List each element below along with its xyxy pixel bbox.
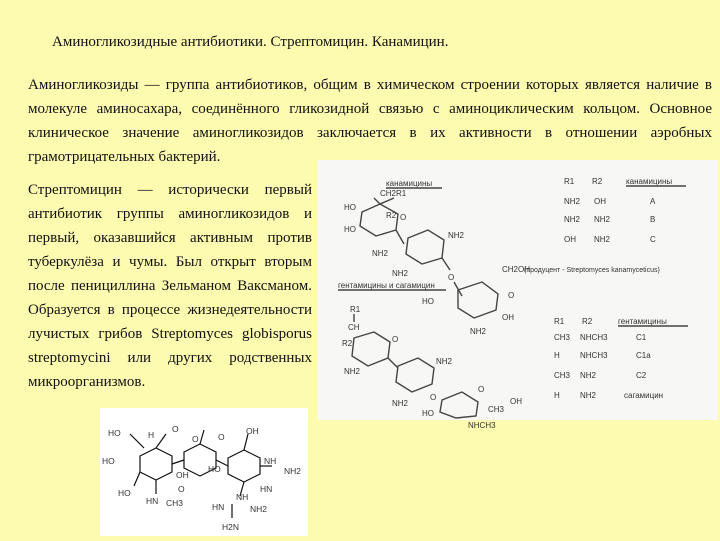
gentamicin-header: гентамицины и сагамицин [338,281,435,290]
chem-label: OH [502,313,514,322]
chem-label: NH2 [436,357,453,366]
kanamycin-col-r2: R2 [592,177,603,186]
gentamicin-table-cell: C1a [636,351,651,360]
chem-label: O [172,424,179,434]
aminoglycoside-structures-svg [318,160,718,430]
streptomycin-structure [102,424,301,532]
chem-label: HO [118,488,131,498]
chem-label: NH2 [392,269,409,278]
chem-label: O [508,291,515,300]
gentamicin-table-cell: H [554,351,560,360]
chem-label: OH [510,397,522,406]
chem-label: NH2 [392,399,409,408]
gentamicin-table-cell: C2 [636,371,647,380]
gentamicin-table-cell: NH2 [580,371,597,380]
chem-label: OH [176,470,189,480]
gentamicin-table-cell: CH3 [554,371,571,380]
chem-label: HO [344,225,356,234]
chem-label: HO [208,464,221,474]
chem-label: CH3 [166,498,184,508]
chem-label: CH3 [488,405,505,414]
chem-label: NH [236,492,249,502]
chem-label: HO [344,203,356,212]
chem-label: O [400,213,407,222]
chem-label: H [148,430,155,440]
chem-label: NH [264,456,277,466]
producer-note: (продуцент - Streptomyces kanamyceticus) [524,267,660,274]
chem-label: HN [212,502,225,512]
kanamycin-table [564,197,656,244]
gentamicin-table-cell: NHCH3 [580,333,608,342]
streptomycin-structure-svg [100,408,308,536]
kanamycin-table-cell: OH [564,235,576,244]
chem-label: R2 [386,211,397,220]
chem-label: O [178,484,185,494]
gentamicin-col-r1: R1 [554,317,565,326]
chem-label: NH2 [344,367,361,376]
chem-label: O [392,335,399,344]
kanamycin-header: канамицины [386,179,433,188]
kanamycin-table-cell: A [650,197,656,206]
chem-label: NH2 [448,231,465,240]
chem-label: O [192,434,199,444]
intro-paragraph: Аминогликозиды — группа антибиотиков, общим в химическом строении которых является наличие в молекуле аминосахара, соединённого гликозидной связью с аминоциклическим кольцом. Основное клиническое значение аминогликозидов заключается в их активности в отношении аэробных грамотрицательных бактерий. [28,77,712,165]
chem-label: NH2 [250,504,268,514]
gentamicin-table-header: гентамицины [618,317,667,326]
kanamycin-col-r1: R1 [564,177,575,186]
kanamycin-table-cell: C [650,235,656,244]
gentamicin-table-cell: NHCH3 [580,351,608,360]
gentamicin-table [554,333,663,400]
chem-label: HN [146,496,159,506]
chem-label: O [478,385,485,394]
chem-label: R2 [342,339,353,348]
kanamycin-table-header: канамицины [626,177,673,186]
chem-label: CH2R1 [380,189,407,198]
gentamicin-table-cell: NH2 [580,391,597,400]
streptomycin-paragraph: Стрептомицин — исторически первый антибиотик группы аминогликозидов и первый, оказавшийся активным против туберкулёза и чумы. Был открыт вторым после пенициллина Зельманом Ваксманом. Образуется в процессе жизнедеятельности лучистых грибов Streptomyces globisporus streptomycini или других родственных микроорганизмов. [28,182,312,390]
chem-label: HO [108,428,121,438]
kanamycin-table-cell: NH2 [564,197,581,206]
chem-label: CH2OH [502,265,531,274]
aminoglycoside-structures-figure [318,160,718,430]
chem-label: HO [422,409,434,418]
gentamicin-col-r2: R2 [582,317,593,326]
chem-label: CH [348,323,360,332]
chem-label: NH2 [284,466,302,476]
chem-label: HN [260,484,273,494]
kanamycin-structure [344,189,660,336]
gentamicin-table-cell: C1 [636,333,647,342]
kanamycin-table-cell: OH [594,197,606,206]
chem-label: R1 [350,305,361,314]
chem-label: O [448,273,455,282]
kanamycin-table-cell: NH2 [564,215,581,224]
chem-label: H2N [222,522,240,532]
chem-label: OH [246,426,259,436]
kanamycin-table-cell: B [650,215,656,224]
page-title: Аминогликозидные антибиотики. Стрептомицин. Канамицин. [52,34,449,50]
chem-label: HO [422,297,434,306]
gentamicin-structure [342,305,522,430]
kanamycin-table-cell: NH2 [594,235,611,244]
chem-label: NHCH3 [468,421,496,430]
chem-label: NH2 [470,327,487,336]
gentamicin-table-cell: сагамицин [624,391,664,400]
chem-label: O [430,393,437,402]
chem-label: O [218,432,225,442]
streptomycin-structure-figure [100,408,308,536]
gentamicin-table-cell: H [554,391,560,400]
kanamycin-table-cell: NH2 [594,215,611,224]
gentamicin-table-cell: CH3 [554,333,571,342]
chem-label: NH2 [372,249,389,258]
chem-label: HO [102,456,115,466]
